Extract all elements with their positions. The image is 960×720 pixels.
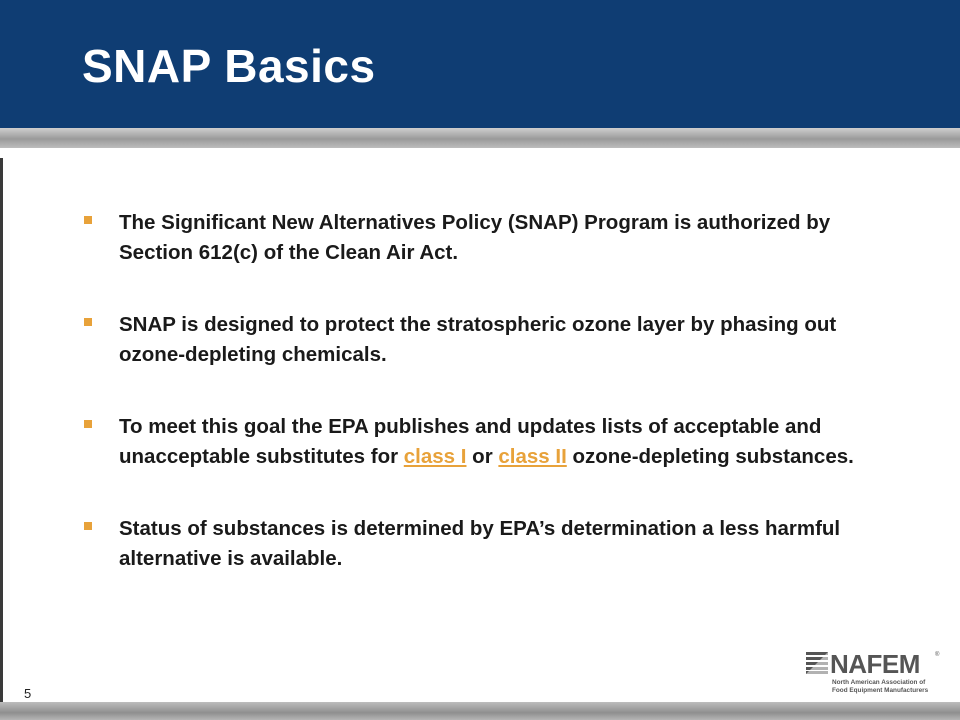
square-bullet-icon <box>84 216 92 224</box>
registered-mark: ® <box>935 652 940 658</box>
header-divider <box>0 128 960 148</box>
bullet-item-substance-status <box>84 514 884 574</box>
bullet-text-between: or <box>466 445 499 468</box>
square-bullet-icon <box>84 522 92 530</box>
bullet-text-after: ozone-depleting substances. <box>566 445 854 468</box>
bullet-item-snap-purpose <box>84 310 884 370</box>
logo-tagline <box>832 679 944 694</box>
class-i-link[interactable]: class I <box>403 445 467 468</box>
bullet-text: Status of substances is determined by EPA’s determination a less harmful alternative is available. <box>119 517 841 570</box>
logo-tagline-line1: North American Association of <box>832 679 926 686</box>
nafem-logo <box>806 650 944 696</box>
square-bullet-icon <box>84 420 92 428</box>
slide-title: SNAP Basics <box>82 40 376 92</box>
bullet-text: SNAP is designed to protect the stratospheric ozone layer by phasing out ozone-depleting chemicals. <box>119 313 837 366</box>
nafem-logo-mark-icon <box>806 652 828 674</box>
logo-tagline-line2: Food Equipment Manufacturers <box>832 686 929 694</box>
page-number: 5 <box>24 686 32 701</box>
logo-wordmark: NAFEM <box>830 649 920 679</box>
bullet-item-snap-program <box>84 208 884 268</box>
bullet-text: The Significant New Alternatives Policy (SNAP) Program is authorized by Section 612(c) of the Clean Air Act. <box>119 211 831 264</box>
class-ii-link[interactable]: class II <box>498 445 567 468</box>
bullet-item-epa-lists <box>84 412 884 472</box>
square-bullet-icon <box>84 318 92 326</box>
footer-divider <box>0 702 960 720</box>
bullet-list <box>84 208 884 574</box>
bullet-text-before: To meet this goal the EPA publishes and updates lists of acceptable and unacceptable substitutes for <box>119 415 822 468</box>
left-border <box>0 158 3 702</box>
